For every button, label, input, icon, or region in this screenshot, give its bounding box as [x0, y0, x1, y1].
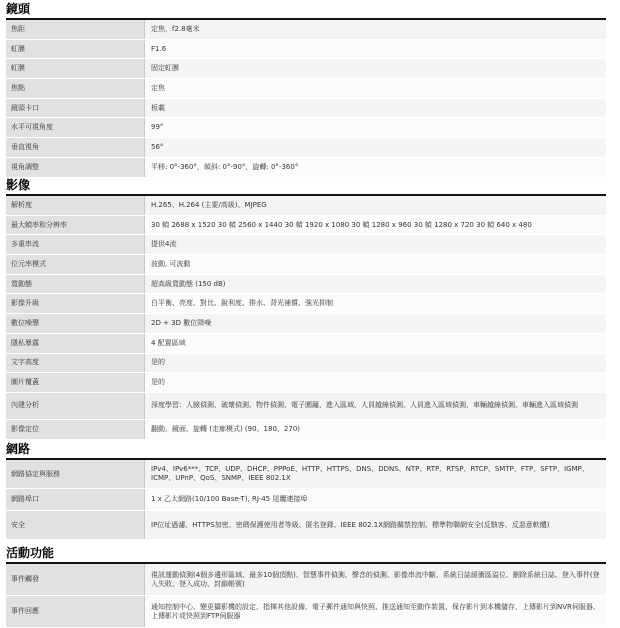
spec-row [6, 216, 606, 236]
spec-label: 安全 [6, 511, 144, 539]
spec-value: 板載 [144, 99, 606, 118]
section-header [6, 176, 606, 196]
spec-value: 視訊運動偵測(4個多邊形區域、最多10個頂點)、智慧事件偵測、聲音的偵測、影像串流中斷、系統日誌緩衝區溢位、刪除系統日誌、登入事件(登入失敗、登入成功、封鎖帳號) [144, 564, 606, 595]
spec-value: 提供4流 [144, 235, 606, 254]
spec-row [6, 334, 606, 354]
spec-value: 超高級寬動態 (150 dB) [144, 275, 606, 294]
spec-label: 視角調整 [6, 158, 144, 177]
spec-label: 數位噪聲 [6, 314, 144, 333]
spec-label: 解析度 [6, 196, 144, 215]
spec-row [6, 373, 606, 393]
spec-value: 平移: 0°-360°，傾斜: 0°-90°，旋轉: 0°-360° [144, 158, 606, 177]
spec-value: 翻動、鏡面、旋轉 (走廊模式) (90、180、270) [144, 420, 606, 439]
spec-value: 2D + 3D 數位降噪 [144, 314, 606, 333]
spec-label: 虹膜 [6, 40, 144, 59]
spec-label: 多重串流 [6, 235, 144, 254]
spec-value: 56° [144, 138, 606, 157]
spec-row [6, 196, 606, 216]
spec-row [6, 118, 606, 138]
spec-row [6, 460, 606, 489]
spec-value: 99° [144, 118, 606, 137]
section-title: 網路 [6, 442, 31, 456]
spec-label: 影像定位 [6, 420, 144, 439]
spec-label: 垂直視角 [6, 138, 144, 157]
spec-row [6, 314, 606, 334]
spec-value: 4 配置區域 [144, 334, 606, 353]
spec-label: 事件回應 [6, 596, 144, 627]
section-1 [6, 176, 606, 440]
spec-label: 虹膜 [6, 59, 144, 78]
spec-row [6, 420, 606, 440]
spec-value: IP位址過濾、HTTPS加密、密碼保護使用者等級、匿名登錄、IEEE 802.1X網路關禁控制、標準物聯網安全(反駭客、反惡意軟體) [144, 511, 606, 539]
spec-label: 焦距 [6, 20, 144, 39]
spec-label: 事件觸發 [6, 564, 144, 595]
spec-row [6, 511, 606, 540]
section-3 [6, 544, 606, 628]
spec-value: F1.6 [144, 40, 606, 59]
spec-label: 位元率模式 [6, 255, 144, 274]
spec-label: 隱私暴露 [6, 334, 144, 353]
spec-row [6, 40, 606, 60]
spec-value: IPv4、IPv6***、TCP、UDP、DHCP、PPPoE、HTTP、HTTPS、DNS、DDNS、NTP、RTP、RTSP、RTCP、SMTP、FTP、SFTP、IGMP、ICMP、UPnP、QoS、SNMP、IEEE 802.1X [144, 460, 606, 488]
spec-value: 定焦 [144, 79, 606, 98]
spec-row [6, 564, 606, 596]
spec-value: 30 幀 2688 x 1520 30 幀 2560 x 1440 30 幀 1920 x 1080 30 幀 1280 x 960 30 幀 1280 x 720 30 幀 640 x 480 [144, 216, 606, 235]
spec-label: 影像升級 [6, 294, 144, 313]
spec-label: 內建分析 [6, 393, 144, 419]
spec-row [6, 138, 606, 158]
spec-value: 深度學習：人臉偵測、破壞偵測、物件偵測、電子圍籬、進入區域、人員越線偵測、人員進入區域偵測、車輛越線偵測、車輛進入區域偵測 [144, 393, 606, 419]
section-title: 影像 [6, 178, 31, 192]
spec-row [6, 489, 606, 511]
section-header [6, 440, 606, 460]
section-header [6, 544, 606, 564]
spec-row [6, 99, 606, 119]
spec-label: 水平可視角度 [6, 118, 144, 137]
spec-row [6, 235, 606, 255]
spec-row [6, 294, 606, 314]
spec-label: 焦點 [6, 79, 144, 98]
spec-value: H.265、H.264 (主要/高級)、MJPEG [144, 196, 606, 215]
spec-row [6, 255, 606, 275]
spec-value: 白平衡、亮度、對比、銳利度、排水、背光補償、強光抑制 [144, 294, 606, 313]
spec-row [6, 354, 606, 374]
section-0 [6, 0, 606, 178]
spec-row [6, 59, 606, 79]
spec-label: 最大幀率和分辨率 [6, 216, 144, 235]
spec-value: 固定虹膜 [144, 59, 606, 78]
spec-row [6, 393, 606, 420]
spec-rows [6, 20, 606, 178]
section-title: 鏡頭 [6, 2, 31, 16]
spec-row [6, 20, 606, 40]
spec-rows [6, 460, 606, 540]
spec-value: 是的 [144, 354, 606, 373]
section-2 [6, 440, 606, 540]
spec-rows [6, 196, 606, 440]
spec-value: 1 x 乙太網路(10/100 Base-T), RJ-45 尾纜連接埠 [144, 489, 606, 510]
spec-value: 定焦，f2.8毫米 [144, 20, 606, 39]
spec-rows [6, 564, 606, 628]
spec-row [6, 79, 606, 99]
spec-label: 文字高度 [6, 354, 144, 373]
spec-label: 網路埠口 [6, 489, 144, 510]
spec-value: 是的 [144, 373, 606, 392]
spec-row [6, 275, 606, 295]
spec-label: 圖片覆蓋 [6, 373, 144, 392]
spec-row [6, 596, 606, 628]
spec-value: 通知控制中心、變更攝影機的設定、指揮其他設備、電子郵件通知與快照、推送通知至動作裝置、保存影片到本機儲存、上傳影片到NVR伺服器、上傳影片或快照到FTP伺服器 [144, 596, 606, 627]
section-title: 活動功能 [6, 546, 55, 560]
spec-label: 寬動態 [6, 275, 144, 294]
spec-value: 波動, 可波動 [144, 255, 606, 274]
spec-label: 網路協定與服務 [6, 460, 144, 488]
section-header [6, 0, 606, 20]
spec-row [6, 158, 606, 178]
spec-label: 鏡頭卡口 [6, 99, 144, 118]
